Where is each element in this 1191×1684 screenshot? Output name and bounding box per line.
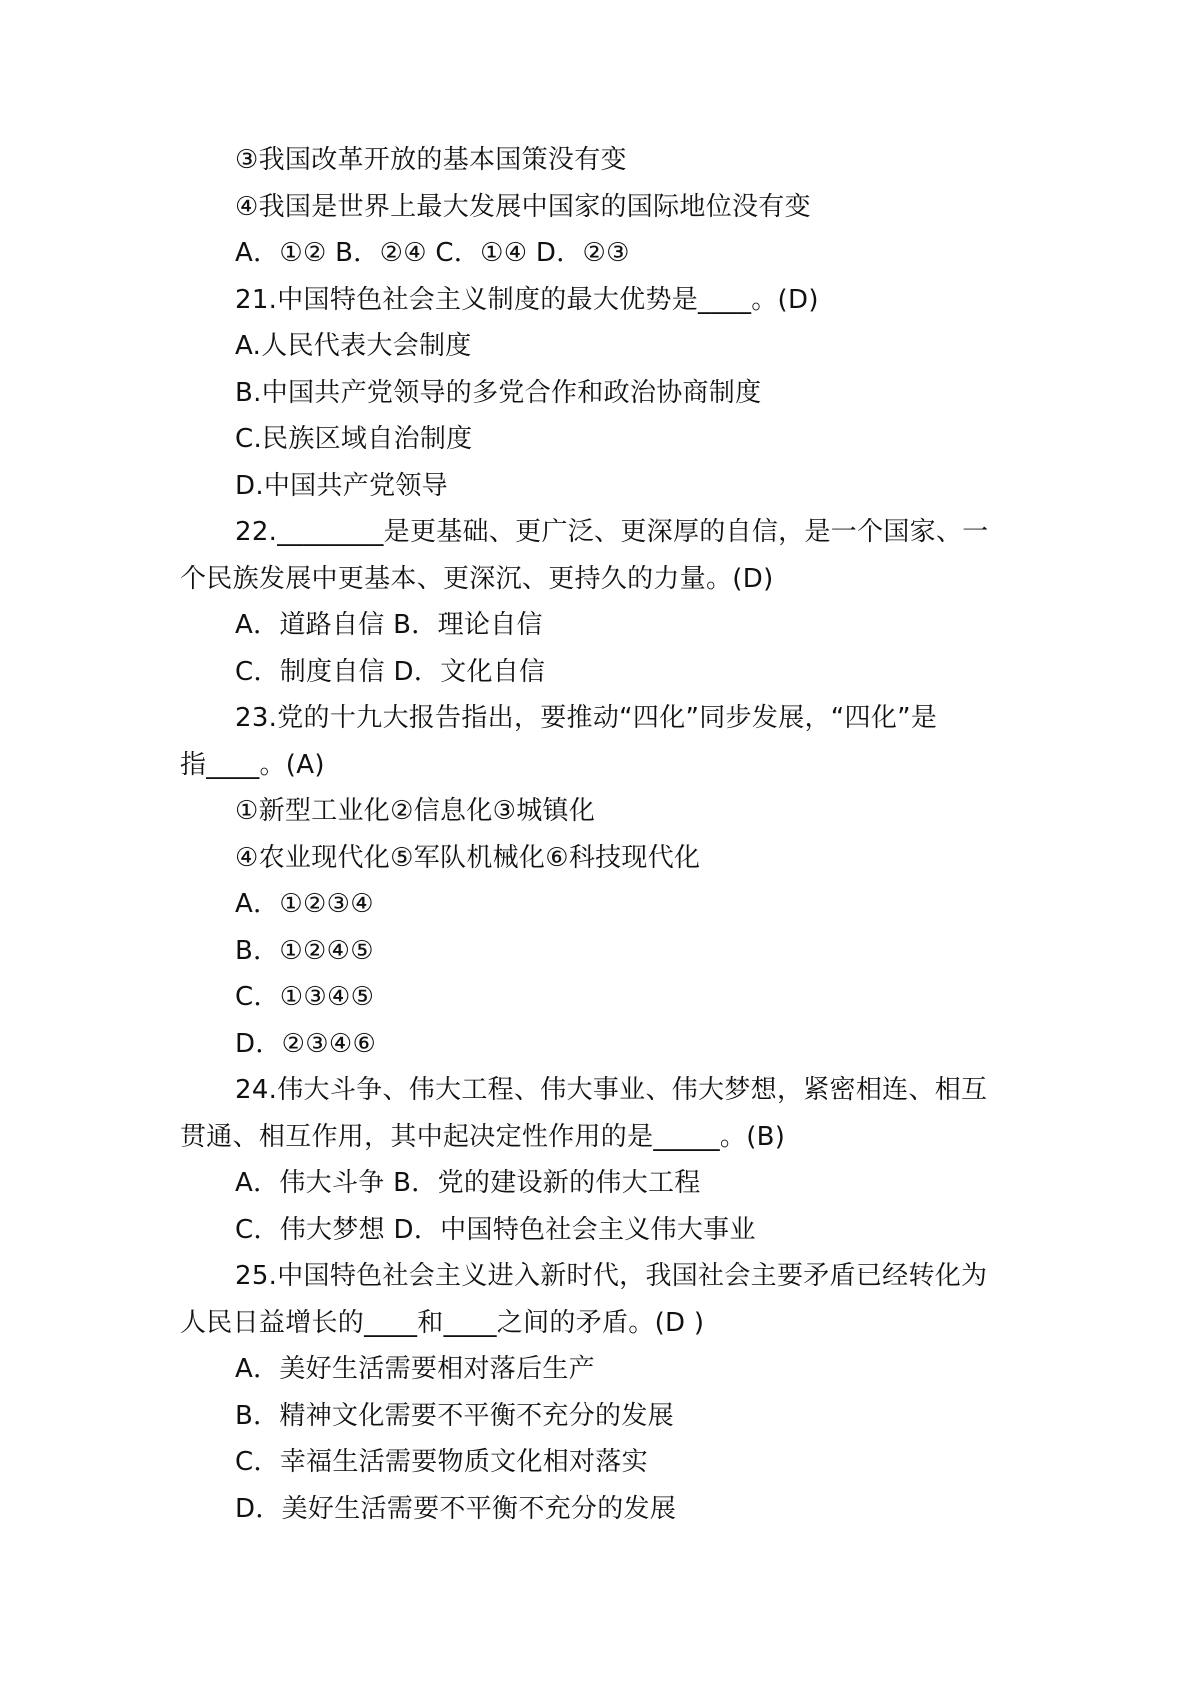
question-24: 24.伟大斗争、伟大工程、伟大事业、伟大梦想，紧密相连、相互 [235,1075,988,1105]
option-c: C．①③④⑤ [235,982,375,1012]
question-25: 25.中国特色社会主义进入新时代，我国社会主要矛盾已经转化为 [235,1261,988,1291]
question-23: 23.党的十九大报告指出，要推动“四化”同步发展，“四化”是 [235,703,938,733]
option-c: C.民族区域自治制度 [235,424,473,454]
option-b: B．①②④⑤ [235,935,374,966]
answer-options: A．①② B．②④ C．①④ D．②③ [235,238,630,268]
option-b: B．精神文化需要不平衡不充分的发展 [235,1400,674,1431]
statement-list: ①新型工业化②信息化③城镇化 [235,796,596,826]
option-d: D．②③④⑥ [235,1028,377,1059]
question-23-continued: 指____。(A) [180,749,325,780]
answer-options: A．道路自信 B．理论自信 [235,610,543,640]
text-line: ④我国是世界上最大发展中国家的国际地位没有变 [235,191,811,222]
text-line: ③我国改革开放的基本国策没有变 [235,145,627,175]
option-a: A．美好生活需要相对落后生产 [235,1354,595,1384]
question-21: 21.中国特色社会主义制度的最大优势是____。(D) [235,284,819,315]
answer-options: A．伟大斗争 B．党的建设新的伟大工程 [235,1168,701,1198]
option-b: B.中国共产党领导的多党合作和政治协商制度 [235,377,762,408]
option-d: D．美好生活需要不平衡不充分的发展 [235,1493,677,1524]
answer-options: C．制度自信 D．文化自信 [235,656,546,687]
statement-list: ④农业现代化⑤军队机械化⑥科技现代化 [235,842,701,873]
question-24-continued: 贯通、相互作用，其中起决定性作用的是_____。(B) [180,1121,786,1152]
option-c: C．幸福生活需要物质文化相对落实 [235,1447,648,1477]
question-22: 22.________是更基础、更广泛、更深厚的自信，是一个国家、一 [235,517,989,547]
option-a: A.人民代表大会制度 [235,331,472,361]
question-22-continued: 个民族发展中更基本、更深沉、更持久的力量。(D) [180,563,774,594]
option-d: D.中国共产党领导 [235,470,448,501]
document-body [180,137,1020,1532]
answer-options: C．伟大梦想 D．中国特色社会主义伟大事业 [235,1214,756,1245]
question-25-continued: 人民日益增长的____和____之间的矛盾。(D ) [180,1307,705,1338]
option-a: A．①②③④ [235,889,374,919]
